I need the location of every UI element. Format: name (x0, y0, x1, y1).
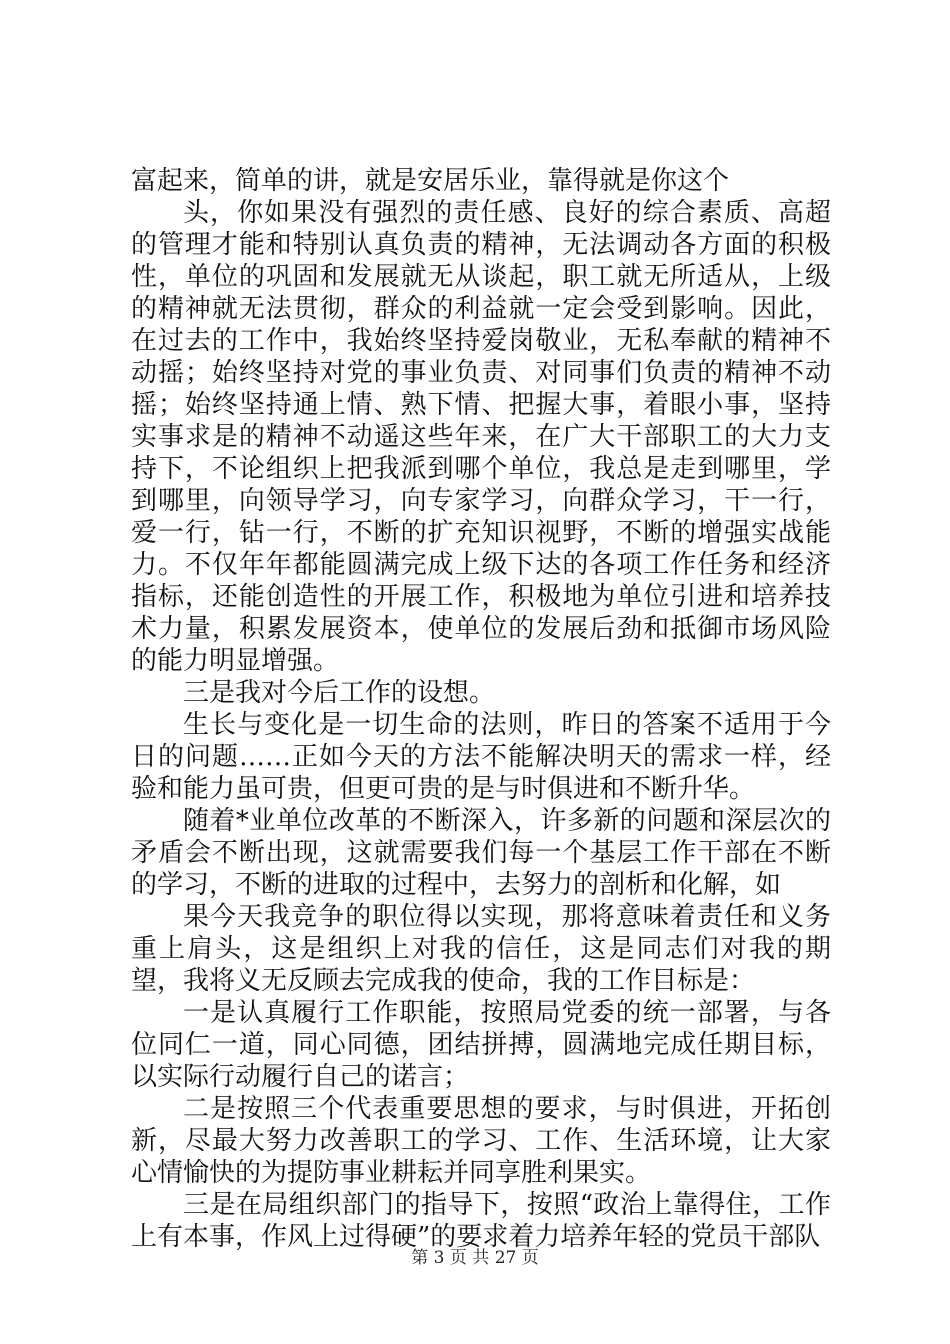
paragraph-8: 二是按照三个代表重要思想的要求，与时俱进，开拓创新，尽最大努力改善职工的学习、工作、生活环境，让大家心情愉快的为提防事业耕耘并同享胜利果实。 (131, 1094, 831, 1188)
paragraph-9: 三是在局组织部门的指导下，按照“政治上靠得住，工作上有本事，作风上过得硬”的要求着力培养年轻的党员干部队 (131, 1190, 831, 1252)
paragraph-2: 头，你如果没有强烈的责任感、良好的综合素质、高超的管理才能和特别认真负责的精神，无法调动各方面的积极性，单位的巩固和发展就无从谈起，职工就无所适从，上级的精神就无法贯彻，群众的利益就一定会受到影响。因此，在过去的工作中，我始终坚持爱岗敬业，无私奉献的精神不动摇；始终坚持对党的事业负责、对同事们负责的精神不动摇；始终坚持通上情、熟下情、把握大事，着眼小事，坚持实事求是的精神不动遥这些年来，在广大干部职工的大力支持下，不论组织上把我派到哪个单位，我总是走到哪里，学到哪里，向领导学习，向专家学习，向群众学习，干一行，爱一行，钻一行，不断的扩充知识视野，不断的增强实战能力。不仅年年都能圆满完成上级下达的各项工作任务和经济指标，还能创造性的开展工作，积极地为单位引进和培养技术力量，积累发展资本，使单位的发展后劲和抵御市场风险的能力明显增强。 (131, 198, 831, 676)
document-body (131, 165, 831, 1253)
paragraph-5: 随着*业单位改革的不断深入，许多新的问题和深层次的矛盾会不断出现，这就需要我们每一个基层工作干部在不断的学习，不断的进取的过程中，去努力的剖析和化解，如 (131, 806, 831, 900)
paragraph-3: 三是我对今后工作的设想。 (183, 678, 496, 708)
paragraph-7: 一是认真履行工作职能，按照局党委的统一部署，与各位同仁一道，同心同德，团结拼搏，圆满地完成任期目标，以实际行动履行自己的诺言； (131, 998, 831, 1092)
paragraph-6: 果今天我竞争的职位得以实现，那将意味着责任和义务重上肩头，这是组织上对我的信任，这是同志们对我的期望，我将义无反顾去完成我的使命，我的工作目标是： (131, 902, 831, 996)
paragraph-1: 富起来，简单的讲，就是安居乐业，靠得就是你这个 (131, 166, 730, 196)
page-number-footer: 第 3 页 共 27 页 (411, 1248, 539, 1268)
paragraph-4: 生长与变化是一切生命的法则，昨日的答案不适用于今日的问题……正如今天的方法不能解决明天的需求一样，经验和能力虽可贵，但更可贵的是与时俱进和不断升华。 (131, 710, 831, 804)
